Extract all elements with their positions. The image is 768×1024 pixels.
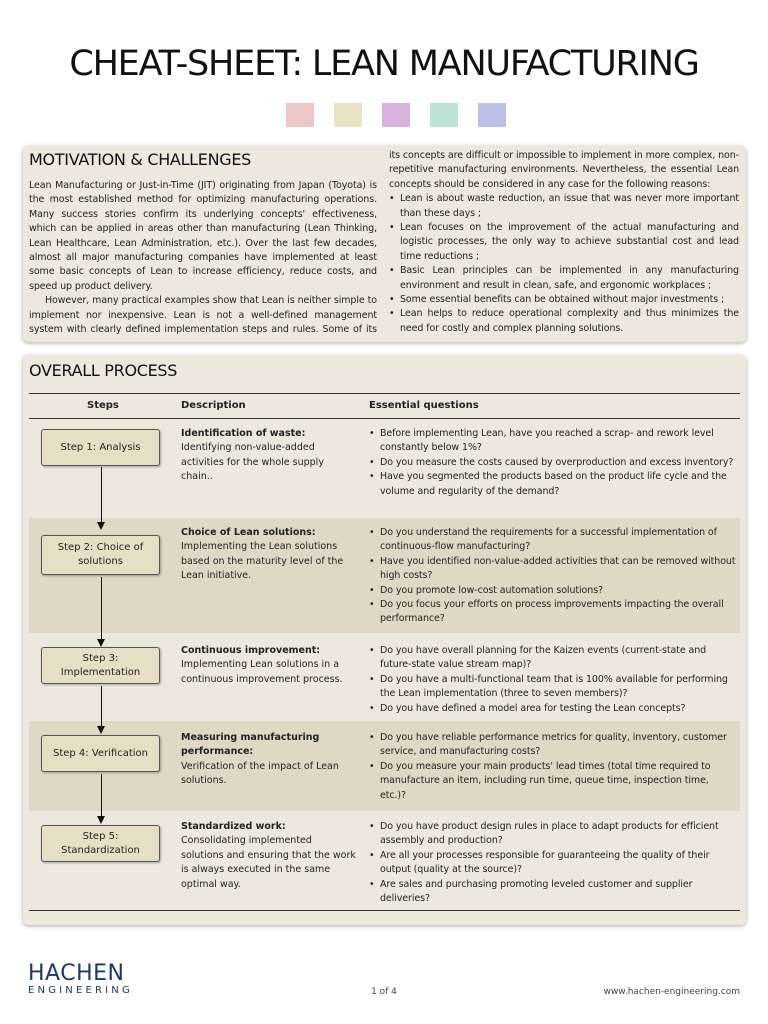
step-description	[181, 820, 357, 892]
logo-subtitle: ENGINEERING	[28, 985, 133, 996]
list-item: • Do you have product design rules in place to adapt products for efficient assembly and production?	[369, 820, 737, 849]
motivation-heading: MOTIVATION & CHALLENGES	[29, 150, 252, 169]
list-item: • Are sales and purchasing promoting leveled customer and supplier deliveries?	[369, 878, 737, 907]
step-description-text: Implementing the Lean solutions based on the maturity level of the Lean initiative.	[181, 541, 344, 582]
step-description-title: Continuous improvement:	[181, 645, 321, 656]
color-swatch	[478, 103, 506, 127]
flow-arrow-head	[97, 522, 105, 530]
table-bottom-rule	[29, 910, 740, 911]
step-questions	[369, 644, 737, 716]
website-url: www.hachen-engineering.com	[603, 987, 740, 997]
step-description-title: Choice of Lean solutions:	[181, 527, 316, 538]
table-header	[29, 393, 740, 419]
list-item: • Have you identified non-value-added activities that can be removed without high costs?	[369, 555, 737, 584]
page-title: CHEAT-SHEET: LEAN MANUFACTURING	[69, 44, 699, 84]
page-number: 1 of 4	[371, 987, 397, 997]
list-item: • Basic Lean principles can be implemented in any manufacturing environment and result in clean, safe, and ergonomic workplaces ;	[389, 264, 739, 293]
flow-arrow-line	[101, 686, 102, 726]
step-description	[181, 731, 357, 789]
color-swatch	[286, 103, 314, 127]
list-item: • Do you have reliable performance metrics for quality, inventory, customer service, and manufacturing costs?	[369, 731, 737, 760]
step-description	[181, 644, 357, 687]
list-item: • Are all your processes responsible for guaranteeing the quality of their output (quality at the source)?	[369, 849, 737, 878]
flow-arrow-line	[101, 774, 102, 816]
list-item: • Do you measure your main products' lead times (total time required to manufacture an item, including run time, queue time, inspection time, etc.)?	[369, 760, 737, 803]
step-box: Step 2: Choice of solutions	[41, 535, 160, 575]
flow-arrow-line	[101, 467, 102, 522]
step-questions	[369, 820, 737, 906]
list-item: • Do you understand the requirements for a successful implementation of continuous-flow manufacturing?	[369, 526, 737, 555]
motivation-card	[23, 146, 746, 342]
table-row	[29, 811, 740, 910]
step-questions	[369, 526, 737, 627]
process-heading: OVERALL PROCESS	[29, 361, 178, 380]
list-item: • Lean helps to reduce operational complexity and thus minimizes the need for costly and complex planning solutions.	[389, 307, 739, 336]
step-questions	[369, 427, 737, 499]
motivation-bullet-list	[389, 192, 739, 336]
column-header-steps: Steps	[87, 400, 119, 411]
table-row	[29, 633, 740, 721]
list-item: • Do you have overall planning for the Kaizen events (current-state and future-state value stream map)?	[369, 644, 737, 673]
list-item: • Lean is about waste reduction, an issue that was never more important than these days ;	[389, 192, 739, 221]
column-header-questions: Essential questions	[369, 400, 479, 411]
color-swatch	[334, 103, 362, 127]
logo-wordmark: HACHEN	[28, 961, 125, 986]
motivation-left-column	[29, 179, 377, 337]
color-swatch	[382, 103, 410, 127]
step-description	[181, 526, 357, 584]
list-item: • Before implementing Lean, have you reached a scrap- and rework level constantly below 1%?	[369, 427, 737, 456]
step-description	[181, 427, 357, 485]
flow-arrow-line	[101, 577, 102, 639]
column-header-description: Description	[181, 400, 246, 411]
motivation-paragraph-2: However, many practical examples show that Lean is neither simple to implement nor inexpensive. Lean is not a well-defined management system with clearly defined implementation steps and rules. Some of its	[29, 295, 377, 336]
motivation-paragraph-2-continued: its concepts are difficult or impossible to implement in more complex, non-repetitive manufacturing environments. Nevertheless, the essential Lean concepts should be considered in any case for the following reasons:	[389, 150, 739, 190]
list-item: • Do you have defined a model area for testing the Lean concepts?	[369, 702, 737, 716]
list-item: • Some essential benefits can be obtained without major investments ;	[389, 293, 739, 307]
step-box: Step 3: Implementation	[41, 647, 160, 684]
step-description-title: Standardized work:	[181, 821, 286, 832]
flow-arrow-head	[97, 639, 105, 647]
table-row	[29, 419, 740, 518]
list-item: • Do you focus your efforts on process improvements impacting the overall performance?	[369, 598, 737, 627]
flow-arrow-head	[97, 726, 105, 734]
list-item: • Do you have a multi-functional team that is 100% available for performing the Lean implementation (three to seven members)?	[369, 673, 737, 702]
motivation-paragraph-1: Lean Manufacturing or Just-in-Time (JIT) originating from Japan (Toyota) is the most established method for optimizing manufacturing operations. Many success stories confirm its underlying concepts' effectiveness, which can be applied in areas other than manufacturing (Lean Thinking, Lean Healthcare, Lean Administration, etc.). Over the last few decades, almost all major manufacturing companies have implemented at least some basic concepts of Lean to increase efficiency, reduce costs, and speed up product delivery.	[29, 180, 377, 292]
process-card	[23, 355, 746, 925]
color-swatch	[430, 103, 458, 127]
list-item: • Have you segmented the products based on the product life cycle and the volume and regularity of the demand?	[369, 470, 737, 499]
step-box: Step 1: Analysis	[41, 429, 160, 466]
table-row	[29, 518, 740, 633]
list-item: • Do you measure the costs caused by overproduction and excess inventory?	[369, 456, 737, 470]
step-box: Step 4: Verification	[41, 735, 160, 772]
step-description-text: Consolidating implemented solutions and ensuring that the work is always executed in the same optimal way.	[181, 835, 356, 890]
step-description-text: Implementing Lean solutions in a continuous improvement process.	[181, 659, 343, 685]
step-questions	[369, 731, 737, 803]
list-item: • Lean focuses on the improvement of the actual manufacturing and logistic processes, the only way to achieve substantial cost and lead time reductions ;	[389, 221, 739, 264]
list-item: • Do you promote low-cost automation solutions?	[369, 584, 737, 598]
step-description-text: Verification of the impact of Lean solutions.	[181, 760, 339, 787]
step-description-title: Measuring manufacturing performance:	[181, 732, 320, 758]
flow-arrow-head	[97, 816, 105, 824]
step-box: Step 5: Standardization	[41, 825, 160, 862]
table-row	[29, 721, 740, 811]
motivation-right-column	[389, 149, 739, 336]
color-swatches	[286, 103, 506, 127]
step-description-title: Identification of waste:	[181, 428, 306, 439]
step-description-text: Identifying non-value-added activities for the whole supply chain..	[181, 442, 324, 483]
